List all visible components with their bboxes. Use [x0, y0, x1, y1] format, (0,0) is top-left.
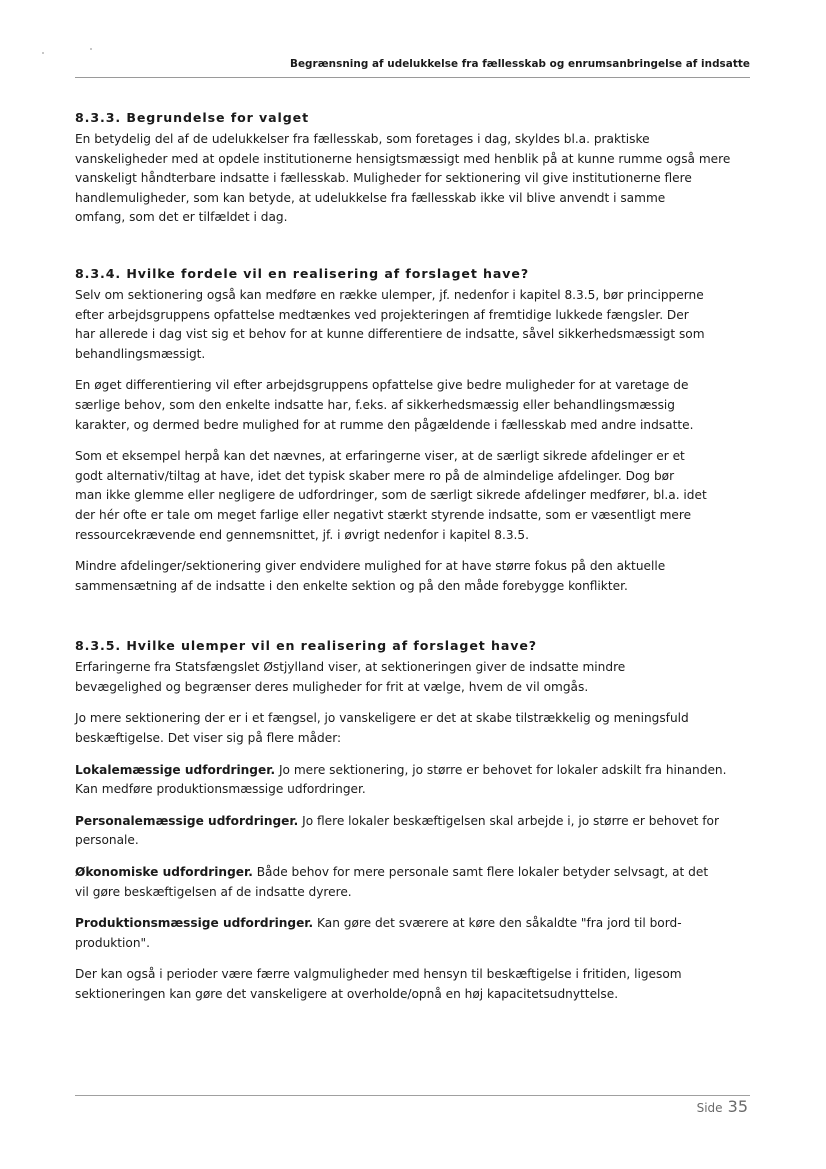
section-title-8-3-3: 8.3.3. Begrundelse for valget — [75, 110, 310, 125]
list-item — [75, 914, 750, 953]
text-line: Som et eksempel herpå kan det nævnes, at erfaringerne viser, at de særligt sikrede afdelinger er et — [75, 449, 685, 464]
text-line: En betydelig del af de udelukkelser fra fællesskab, som foretages i dag, skyldes bl.a. praktiske — [75, 132, 650, 146]
text-line: Kan medføre produktionsmæssige udfordringer. — [75, 782, 366, 797]
page-number — [697, 1097, 748, 1116]
text-line: sektioneringen kan gøre det vanskeligere at overholde/opnå en høj kapacitetsudnyttelse. — [75, 987, 619, 1001]
text-line: bevægelighed og begrænser deres muligheder for frit at vælge, hvem de vil omgås. — [75, 679, 589, 694]
text-line: godt alternativ/tiltag at have, idet det typisk skaber mere ro på de almindelige afdelinger. Dog bør — [75, 468, 675, 483]
list-item — [75, 761, 750, 800]
text-line: personale. — [75, 833, 139, 848]
text-line: Mindre afdelinger/sektionering giver endvidere mulighed for at have større fokus på den aktuelle — [75, 559, 666, 574]
header-rule — [75, 77, 750, 78]
item-label: Produktionsmæssige udfordringer. — [75, 916, 314, 931]
text-line: vil gøre beskæftigelsen af de indsatte dyrere. — [75, 884, 352, 899]
footer-rule — [75, 1095, 750, 1096]
text-line: produktion". — [75, 935, 150, 950]
text-line: Jo mere sektionering, jo større er behovet for lokaler adskilt fra hinanden. — [275, 762, 727, 777]
text-line: efter arbejdsgruppens opfattelse medtænkes ved projekteringen af fremtidige lukkede fængsler. Der — [75, 307, 689, 322]
text-line: Erfaringerne fra Statsfængslet Østjylland viser, at sektioneringen giver de indsatte mindre — [75, 660, 626, 675]
text-line: særlige behov, som den enkelte indsatte har, f.eks. af sikkerhedsmæssig eller behandlingsmæssig — [75, 397, 675, 412]
text-line: vanskeligheder med at opdele institutionerne hensigtsmæssigt med henblik på at kunne rumme også mere — [75, 151, 731, 166]
text-line: vanskeligt håndterbare indsatte i fællesskab. Muligheder for sektionering vil give institutionerne flere — [75, 171, 692, 186]
text-line: En øget differentiering vil efter arbejdsgruppens opfattelse give bedre muligheder for at varetage de — [75, 378, 689, 393]
text-line: Der kan også i perioder være færre valgmuligheder med hensyn til beskæftigelse i fritiden, ligesom — [75, 967, 682, 982]
section-title-8-3-4: 8.3.4. Hvilke fordele vil en realisering af forslaget have? — [75, 265, 530, 281]
text-line: der hér ofte er tale om meget farlige eller negativt stærkt styrende indsatte, som er væsentligt mere — [75, 507, 692, 522]
text-line: omfang, som det er tilfældet i dag. — [75, 210, 288, 225]
paragraph — [75, 658, 750, 697]
paragraph — [75, 447, 750, 545]
item-label: Økonomiske udfordringer. — [75, 865, 253, 880]
item-label: Personalemæssige udfordringer. — [75, 813, 299, 828]
list-item — [75, 812, 750, 851]
text-line: man ikke glemme eller negligere de udfordringer, som de særligt sikrede afdelinger medfører, bl.a. idet — [75, 488, 707, 503]
page-body — [75, 108, 750, 1017]
text-line: sammensætning af de indsatte i den enkelte sektion og på den måde forebygge konflikter. — [75, 578, 628, 593]
list-item — [75, 863, 750, 902]
page-number-value: 35 — [727, 1097, 748, 1116]
text-line: behandlingsmæssigt. — [75, 346, 206, 361]
text-line: Både behov for mere personale samt flere lokaler betyder selvsagt, at det — [252, 865, 709, 880]
paragraph — [75, 376, 750, 435]
paragraph — [75, 965, 750, 1004]
text-line: Selv om sektionering også kan medføre en række ulemper, jf. nedenfor i kapitel 8.3.5, bør principperne — [75, 287, 704, 302]
text-line: beskæftigelse. Det viser sig på flere måder: — [75, 731, 342, 746]
text-line: handlemuligheder, som kan betyde, at udelukkelse fra fællesskab ikke vil blive anvendt i samme — [75, 190, 666, 205]
text-line: ressourcekrævende end gennemsnittet, jf. i øvrigt nedenfor i kapitel 8.3.5. — [75, 527, 529, 542]
paragraph — [75, 130, 750, 228]
text-line: har allerede i dag vist sig et behov for at kunne differentiere de indsatte, såvel sikkerhedsmæssigt som — [75, 327, 705, 342]
section-title-8-3-5: 8.3.5. Hvilke ulemper vil en realisering af forslaget have? — [75, 638, 537, 654]
paragraph — [75, 286, 750, 364]
page-label: Side — [696, 1101, 723, 1115]
text-line: Jo flere lokaler beskæftigelsen skal arbejde i, jo større er behovet for — [298, 813, 719, 828]
text-line: karakter, og dermed bedre mulighed for at rumme den pågældende i fællesskab med andre indsatte. — [75, 417, 694, 432]
item-label: Lokalemæssige udfordringer. — [75, 762, 276, 777]
paragraph — [75, 557, 750, 596]
text-line: Jo mere sektionering der er i et fængsel, jo vanskeligere er det at skabe tilstrækkelig og meningsfuld — [75, 711, 689, 726]
paragraph — [75, 709, 750, 748]
running-header: Begrænsning af udelukkelse fra fællesskab og enrumsanbringelse af indsatte — [289, 58, 750, 70]
text-line: Kan gøre det sværere at køre den såkaldte "fra jord til bord- — [313, 916, 682, 931]
